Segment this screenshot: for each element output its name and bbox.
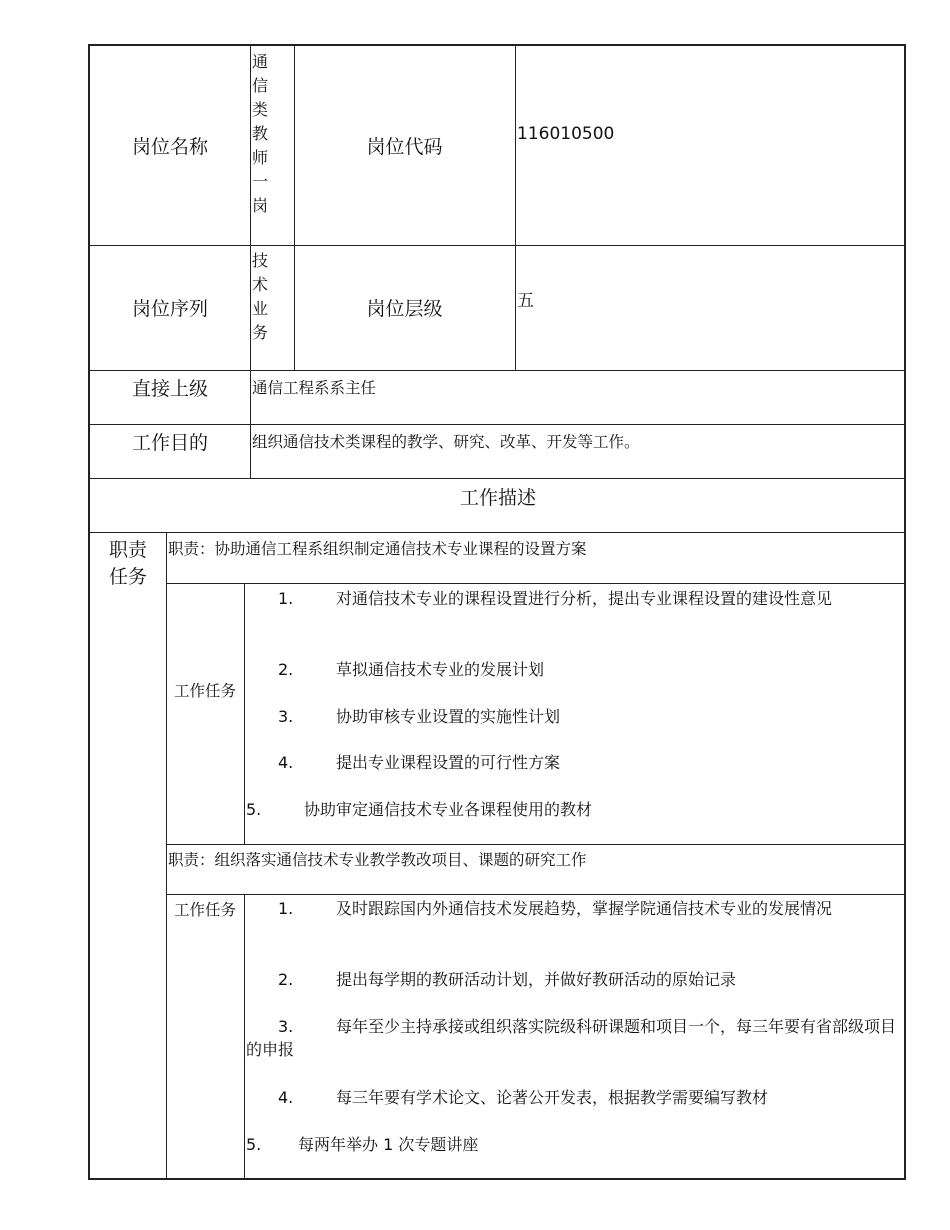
post-name-label: 岗位名称 xyxy=(131,136,208,158)
list-item: 2. 草拟通信技术专业的发展计划 xyxy=(278,660,545,679)
superior-value: 通信工程系系主任 xyxy=(252,379,377,397)
post-code-value: 116010500 xyxy=(517,124,615,144)
purpose-label: 工作目的 xyxy=(131,432,208,454)
post-series-label: 岗位序列 xyxy=(131,298,208,320)
list-item: 5. 每两年举办 1 次专题讲座 xyxy=(246,1135,479,1154)
duty-title: 职责：组织落实通信技术专业教学教改项目、课题的研究工作 xyxy=(168,851,587,869)
duty-title: 职责：协助通信工程系组织制定通信技术专业课程的设置方案 xyxy=(168,540,587,558)
list-item: 4. 提出专业课程设置的可行性方案 xyxy=(278,753,561,772)
list-item: 3. 协助审核专业设置的实施性计划 xyxy=(278,707,561,726)
post-name-value: 通信类教师一岗 xyxy=(252,52,269,215)
list-item: 2. 提出每学期的教研活动计划，并做好教研活动的原始记录 xyxy=(278,970,737,989)
list-item: 5. 协助审定通信技术专业各课程使用的教材 xyxy=(246,800,593,819)
task-label: 工作任务 xyxy=(173,901,236,919)
list-item: 1. 及时跟踪国内外通信技术发展趋势，掌握学院通信技术专业的发展情况 xyxy=(278,899,833,918)
job-description-table xyxy=(88,44,906,1180)
duties-label: 职责任务 xyxy=(108,539,147,588)
superior-label: 直接上级 xyxy=(131,378,208,400)
post-level-value: 五 xyxy=(517,291,534,311)
purpose-value: 组织通信技术类课程的教学、研究、改革、开发等工作。 xyxy=(252,433,640,451)
list-item: 3. 每年至少主持承接或组织落实院级科研课题和项目一个，每三年要有省部级项目的申报 xyxy=(246,1017,897,1059)
list-item: 4. 每三年要有学术论文、论著公开发表，根据教学需要编写教材 xyxy=(278,1088,769,1107)
task-label: 工作任务 xyxy=(173,682,236,700)
description-title: 工作描述 xyxy=(459,487,536,509)
post-level-label: 岗位层级 xyxy=(366,298,443,320)
list-item: 1. 对通信技术专业的课程设置进行分析，提出专业课程设置的建设性意见 xyxy=(278,589,833,608)
post-series-value: 技术业务 xyxy=(252,251,269,342)
post-code-label: 岗位代码 xyxy=(366,136,443,158)
